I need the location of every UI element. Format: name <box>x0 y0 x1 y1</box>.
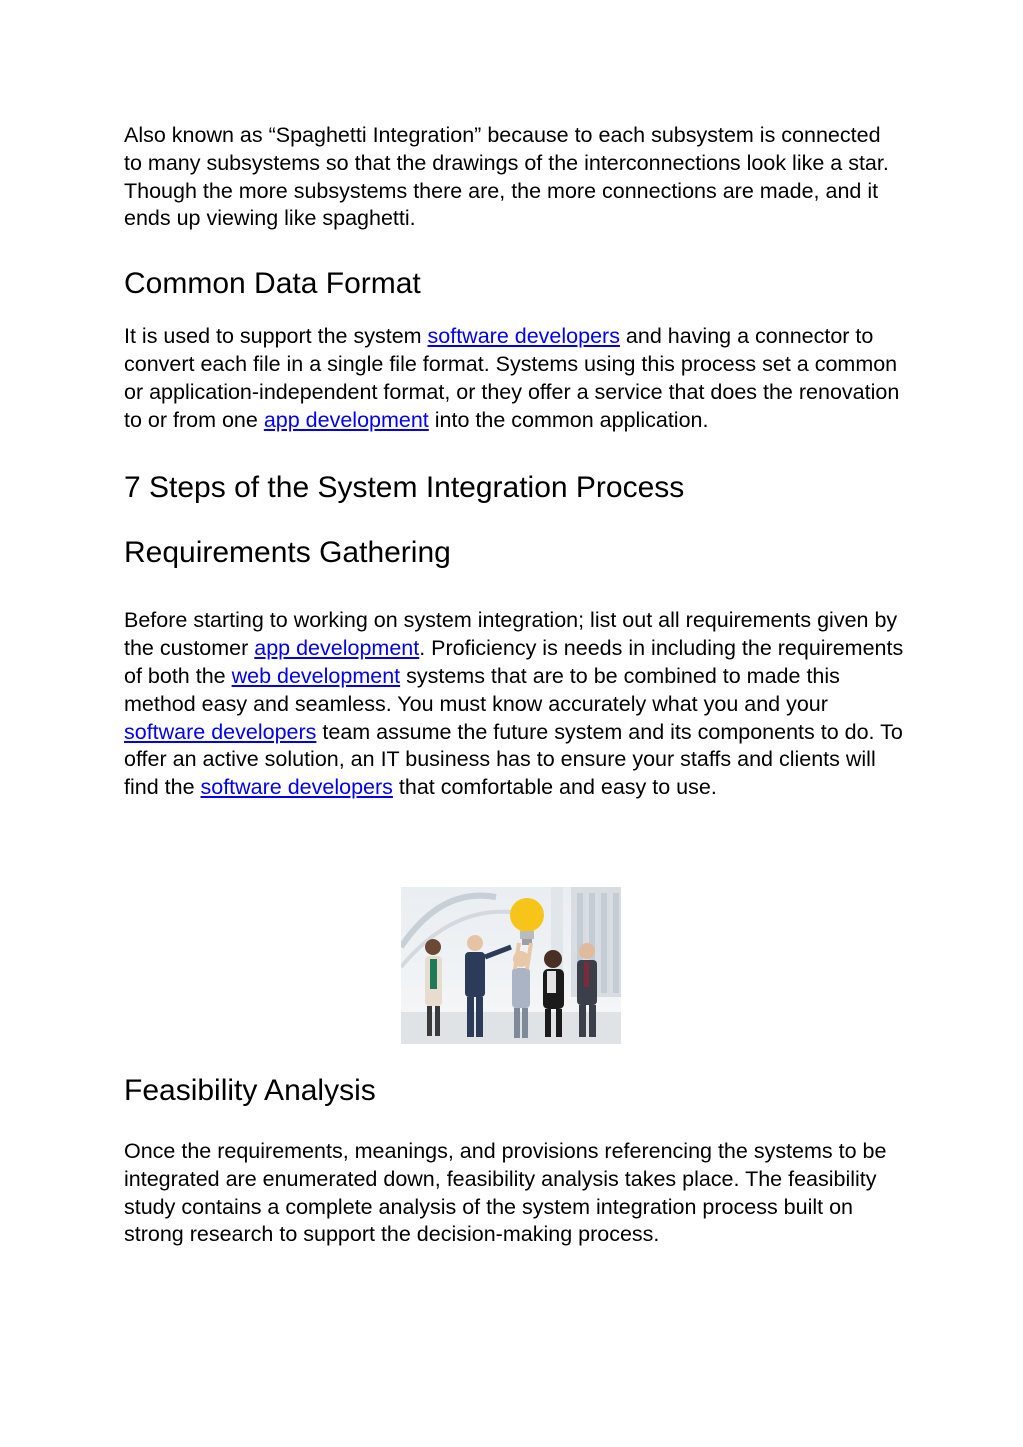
text-segment: and having a connector to convert each file in a single file format. Systems using this process set a common or application-independent format, or they offer a service that does the renovation to or from one <box>124 324 900 432</box>
paragraph-common-data-format <box>124 323 904 434</box>
text-segment: Before starting to working on system integration; list out all requirements given by the customer <box>124 608 898 661</box>
document-body <box>124 122 904 802</box>
heading-common-data-format: Common Data Format <box>124 267 421 301</box>
link-software-developers[interactable]: software developers <box>124 719 317 744</box>
team-lightbulb-photo <box>401 887 621 1044</box>
link-software-developers[interactable]: software developers <box>427 324 620 349</box>
text-segment: systems that are to be combined to made this method easy and seamless. You must know accurately what you and your <box>124 663 840 716</box>
text-segment: team assume the future system and its components to do. To offer an active solution, an IT business has to ensure your staffs and clients will find the <box>124 719 903 800</box>
photo-illustration <box>401 887 621 1044</box>
paragraph-spaghetti-integration: Also known as “Spaghetti Integration” because to each subsystem is connected to many subsystems so that the drawings of the interconnections look like a star. Though the more subsystems there are, the more connections are made, and it ends up viewing like spaghetti. <box>124 123 889 231</box>
link-app-development[interactable]: app development <box>254 636 420 661</box>
link-app-development[interactable]: app development <box>263 407 429 432</box>
heading-seven-steps: 7 Steps of the System Integration Process <box>124 471 685 505</box>
text-segment: It is used to support the system <box>124 324 428 349</box>
link-web-development[interactable]: web development <box>231 663 401 688</box>
text-segment: into the common application. <box>428 407 709 432</box>
paragraph-feasibility-analysis: Once the requirements, meanings, and provisions referencing the systems to be integrated are enumerated down, feasibility analysis takes place. The feasibility study contains a complete analysis of the system integration process built on strong research to support the decision-making process. <box>124 1139 887 1247</box>
heading-feasibility-analysis: Feasibility Analysis <box>124 1074 376 1107</box>
text-segment: that comfortable and easy to use. <box>392 775 717 800</box>
link-software-developers[interactable]: software developers <box>200 775 393 800</box>
heading-requirements-gathering: Requirements Gathering <box>124 536 451 570</box>
text-segment: . Proficiency is needs in including the requirements of both the <box>124 636 904 688</box>
paragraph-requirements-gathering <box>124 607 904 802</box>
